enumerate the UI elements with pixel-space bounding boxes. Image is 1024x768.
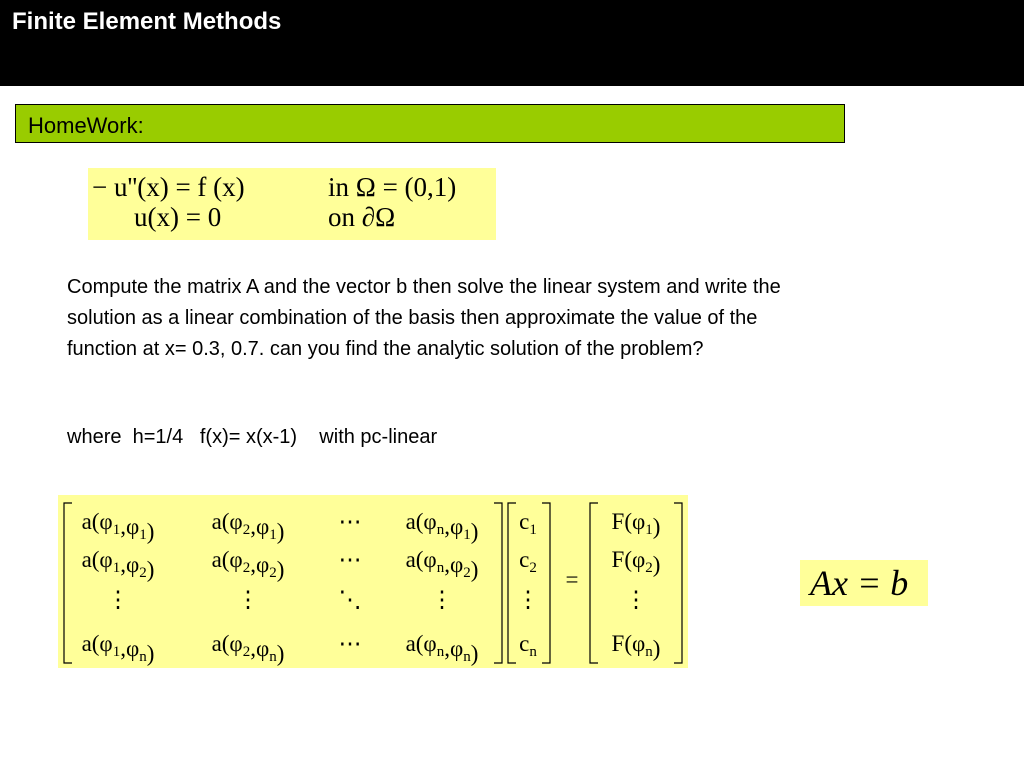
vector-c-right-bracket — [542, 503, 550, 663]
matrix-a-cell-3-4: ⋮ — [430, 587, 454, 612]
problem-paragraph: Compute the matrix A and the vector b then solve the linear system and write the solution as a linear combination of the basis then approximate the value of the function at x= 0.3, 0.7. can you find the analytic solution of the problem? — [67, 276, 781, 360]
vector-c-entry-3: ⋮ — [516, 587, 540, 612]
matrix-a-cell-3-3: ⋱ — [338, 587, 362, 612]
summary-equation: Ax = b — [810, 563, 909, 603]
matrix-equation-svg — [58, 495, 688, 668]
vector-f-left-bracket — [590, 503, 598, 663]
matrix-equals-sign: = — [565, 567, 579, 592]
problem-statement — [67, 272, 827, 365]
matrix-a-cell-3-2: ⋮ — [236, 587, 260, 612]
homework-label: HomeWork: — [28, 113, 144, 138]
summary-equation-box — [800, 560, 928, 606]
matrix-a-left-bracket — [64, 503, 72, 663]
matrix-a-right-bracket — [494, 503, 502, 663]
matrix-a-cell-3-1: ⋮ — [106, 587, 130, 612]
slide-title: Finite Element Methods — [12, 8, 282, 35]
matrix-a-cell-4-4: $a(\varphi_n,\varphi_n)$ — [405, 631, 479, 666]
matrix-a-cell-1-1: $a(\varphi_1,\varphi_1)$ — [81, 509, 155, 544]
matrix-a-cell-2-2: $a(\varphi_2,\varphi_2)$ — [211, 547, 285, 582]
pde-equation-box — [88, 168, 496, 240]
vector-f-entry-3: ⋮ — [624, 587, 648, 612]
matrix-a-cell-2-3: ⋯ — [338, 547, 362, 572]
matrix-a-cell-4-2: $a(\varphi_2,\varphi_n)$ — [211, 631, 285, 666]
matrix-a-cell-2-1: $a(\varphi_1,\varphi_2)$ — [81, 547, 155, 582]
matrix-equation — [58, 495, 688, 668]
problem-parameters: where h=1/4 f(x)= x(x-1) with pc-linear — [67, 426, 438, 448]
matrix-a-cell-4-1: $a(\varphi_1,\varphi_n)$ — [81, 631, 155, 666]
pde-line1-lhs: − u''(x) = f (x) — [92, 172, 245, 202]
matrix-a-cell-1-4: $a(\varphi_n,\varphi_1)$ — [405, 509, 479, 544]
homework-bar — [15, 104, 845, 143]
vector-f-right-bracket — [674, 503, 682, 663]
matrix-a-cell-2-4: $a(\varphi_n,\varphi_2)$ — [405, 547, 479, 582]
matrix-a-cell-1-3: ⋯ — [338, 509, 362, 534]
pde-line1-domain: in Ω = (0,1) — [328, 172, 457, 202]
vector-f-entry-4: $F(\varphi_n)$ — [611, 631, 661, 661]
matrix-a-cell-1-2: $a(\varphi_2,\varphi_1)$ — [211, 509, 285, 544]
pde-line2-boundary: on ∂Ω — [328, 202, 396, 232]
slide-header — [0, 0, 1024, 86]
vector-c-left-bracket — [508, 503, 516, 663]
vector-c-entry-2: $c_2$ — [519, 547, 537, 576]
matrix-a-cell-4-3: ⋯ — [338, 631, 362, 656]
vector-f-entry-1: $F(\varphi_1)$ — [611, 509, 661, 539]
vector-c-entry-4: $c_n$ — [519, 631, 537, 660]
pde-line2-lhs: u(x) = 0 — [134, 202, 222, 232]
vector-c-entry-1: $c_1$ — [519, 509, 537, 538]
vector-f-entry-2: $F(\varphi_2)$ — [611, 547, 661, 577]
